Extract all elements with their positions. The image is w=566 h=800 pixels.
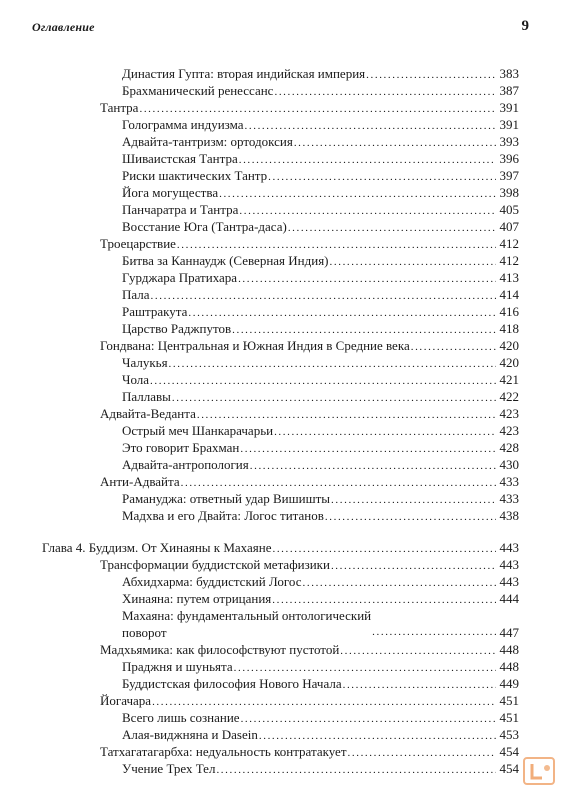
toc-entry-label: Гондвана: Центральная и Южная Индия в Средние века	[100, 338, 410, 353]
toc-entry-page: 428	[499, 440, 519, 455]
toc-chapter-label: Глава 4. Буддизм. От Хинаяны к Махаяне	[42, 540, 272, 555]
toc-entry-page: 393	[499, 134, 519, 149]
running-head-title: Оглавление	[32, 20, 95, 34]
toc-entry[interactable]	[122, 388, 519, 405]
toc-entry-page: 391	[499, 100, 519, 115]
toc-entry-page: 449	[499, 676, 519, 691]
toc-entry-label: Адвайта-тантризм: ортодоксия	[122, 134, 293, 149]
toc-entry-page: 451	[499, 693, 519, 708]
toc-entry-label: Паллавы	[122, 389, 171, 404]
toc-entry[interactable]	[100, 692, 519, 709]
publisher-logo-icon	[520, 754, 560, 788]
toc-entry-label: Царство Раджпутов	[122, 321, 232, 336]
toc-entry-label: Это говорит Брахман	[122, 440, 240, 455]
toc-entry[interactable]	[122, 184, 519, 201]
toc-entry[interactable]	[122, 286, 519, 303]
toc-entry-label: Чалукья	[122, 355, 168, 370]
toc-entry-label: Острый меч Шанкарачарьи	[122, 423, 274, 438]
toc-entry[interactable]	[122, 354, 519, 371]
toc-chapter-entry[interactable]	[42, 539, 519, 556]
page-header	[32, 18, 529, 38]
toc-entry-label: Риски шактических Тантр	[122, 168, 268, 183]
toc-entry[interactable]	[122, 116, 519, 133]
toc-entry[interactable]	[122, 422, 519, 439]
page-number: 9	[521, 18, 529, 34]
toc-entry-label: Троецарствие	[100, 236, 176, 251]
toc-entry-label: Мадхьямика: как философствуют пустотой	[100, 642, 340, 657]
toc-entry[interactable]	[122, 218, 519, 235]
toc-entry-page: 420	[499, 355, 519, 370]
toc-entry-page: 430	[499, 457, 519, 472]
toc-entry-page: 387	[499, 83, 519, 98]
toc-leader	[325, 507, 496, 526]
toc-leader	[372, 622, 496, 641]
toc-entry-label: Восстание Юга (Тантра-даса)	[122, 219, 287, 234]
toc-entry-label: Чола	[122, 372, 150, 387]
toc-entry-page: 443	[499, 540, 519, 555]
toc-entry-label: Учение Трех Тел	[122, 761, 216, 776]
toc-entry-label: Буддистская философия Нового Начала	[122, 676, 342, 691]
toc-entry-label: Анти-Адвайта	[100, 474, 180, 489]
toc-entry[interactable]	[100, 556, 519, 573]
toc-entry[interactable]	[100, 405, 519, 422]
toc-entry-label: Алая-виджняна и Dasein	[122, 727, 258, 742]
toc-entry-page: 448	[499, 659, 519, 674]
toc-leader	[216, 760, 496, 779]
toc-entry-label: Адвайта-антропология	[122, 457, 249, 472]
toc-entry-page: 451	[499, 710, 519, 725]
toc-entry[interactable]	[100, 235, 519, 252]
toc-entry-label: Адвайта-Веданта	[100, 406, 196, 421]
toc-entry-page: 423	[499, 423, 519, 438]
toc-entry-label: Всего лишь сознание	[122, 710, 240, 725]
toc-entry-page: 412	[499, 253, 519, 268]
toc-entry[interactable]	[122, 507, 519, 524]
toc-entry-label: Шиваистская Тантра	[122, 151, 238, 166]
toc-entry-label: Рамануджа: ответный удар Вишишты	[122, 491, 331, 506]
toc-entry-page: 454	[499, 761, 519, 776]
toc-entry[interactable]	[100, 473, 519, 490]
toc-entry-label: Мадхва и его Двайта: Логос титанов	[122, 508, 324, 523]
toc-entry[interactable]	[100, 337, 519, 354]
toc-entry-page: 447	[499, 625, 519, 640]
toc-entry-label: Йога могущества	[122, 185, 219, 200]
toc-entry-label: Тантра	[100, 100, 139, 115]
toc-entry-page: 416	[499, 304, 519, 319]
toc-entry[interactable]	[100, 641, 519, 658]
toc-entry-page: 444	[499, 591, 519, 606]
toc-entry-page: 433	[499, 474, 519, 489]
toc-entry[interactable]	[122, 709, 519, 726]
toc-entry-page: 443	[499, 574, 519, 589]
toc-entry-page: 396	[499, 151, 519, 166]
toc-entry-page: 448	[499, 642, 519, 657]
toc-entry-label: Пала	[122, 287, 150, 302]
toc-entry[interactable]	[122, 658, 519, 675]
toc-entry-page: 391	[499, 117, 519, 132]
toc-entry-label: Татхагатагарбха: недуальность контратакует	[100, 744, 347, 759]
toc-entry[interactable]	[122, 303, 519, 320]
toc-entry-label: Хинаяна: путем отрицания	[122, 591, 272, 606]
toc-entry[interactable]	[100, 743, 519, 760]
toc-entry-label: Праджня и шуньята	[122, 659, 233, 674]
toc-entry-page: 453	[499, 727, 519, 742]
toc-entry-page: 413	[499, 270, 519, 285]
toc-entry-label: Гурджара Пратихара	[122, 270, 238, 285]
toc-entry-label: Голограмма индуизма	[122, 117, 244, 132]
toc-entry[interactable]	[122, 456, 519, 473]
toc-entry-page: 397	[499, 168, 519, 183]
toc-entry-page: 383	[499, 66, 519, 81]
toc-entry[interactable]	[122, 65, 519, 82]
toc-entry-page: 412	[499, 236, 519, 251]
toc-entry-page: 423	[499, 406, 519, 421]
toc-entry[interactable]	[122, 726, 519, 743]
toc-entry[interactable]	[122, 607, 519, 641]
toc-entry[interactable]	[122, 133, 519, 150]
toc-entry[interactable]	[122, 320, 519, 337]
toc-entry[interactable]	[122, 439, 519, 456]
toc-entry-label: Трансформации буддистской метафизики	[100, 557, 330, 572]
toc-entry[interactable]	[122, 371, 519, 388]
toc-entry-label: Брахманический ренессанс	[122, 83, 274, 98]
toc-entry[interactable]	[122, 167, 519, 184]
toc-entry-label: Махаяна: фундаментальный онтологический	[122, 608, 372, 623]
toc-entry[interactable]	[122, 490, 519, 507]
toc-entry-label: Раштракута	[122, 304, 188, 319]
toc-entry-label: Битва за Каннаудж (Северная Индия)	[122, 253, 329, 268]
toc-entry-label: Абхидхарма: буддистский Логос	[122, 574, 302, 589]
toc-entry-page: 443	[499, 557, 519, 572]
toc-entry-page: 405	[499, 202, 519, 217]
toc-entry[interactable]	[122, 82, 519, 99]
toc-entry-label-continued: поворот	[122, 625, 167, 640]
toc-entry[interactable]	[122, 269, 519, 286]
toc-entry-page: 433	[499, 491, 519, 506]
toc-entry-label: Династия Гупта: вторая индийская империя	[122, 66, 366, 81]
toc-entry-label-block	[122, 607, 371, 641]
toc-entry[interactable]	[122, 590, 519, 607]
toc-entry-page: 454	[499, 744, 519, 759]
toc-entry-page: 398	[499, 185, 519, 200]
toc-entry-page: 438	[499, 508, 519, 523]
toc-entry[interactable]	[122, 150, 519, 167]
toc-entry[interactable]	[122, 675, 519, 692]
toc-entry-page: 414	[499, 287, 519, 302]
toc-entry-page: 418	[499, 321, 519, 336]
toc-entry-label: Панчаратра и Тантра	[122, 202, 239, 217]
toc-entry[interactable]	[100, 99, 519, 116]
toc-entry-page: 422	[499, 389, 519, 404]
toc-entry-label: Йогачара	[100, 693, 152, 708]
toc-entry[interactable]	[122, 760, 519, 777]
toc-entry-page: 421	[499, 372, 519, 387]
toc-entry-page: 420	[499, 338, 519, 353]
toc-entry[interactable]	[122, 201, 519, 218]
toc-entry-page: 407	[499, 219, 519, 234]
toc-entry[interactable]	[122, 573, 519, 590]
toc-entry[interactable]	[122, 252, 519, 269]
